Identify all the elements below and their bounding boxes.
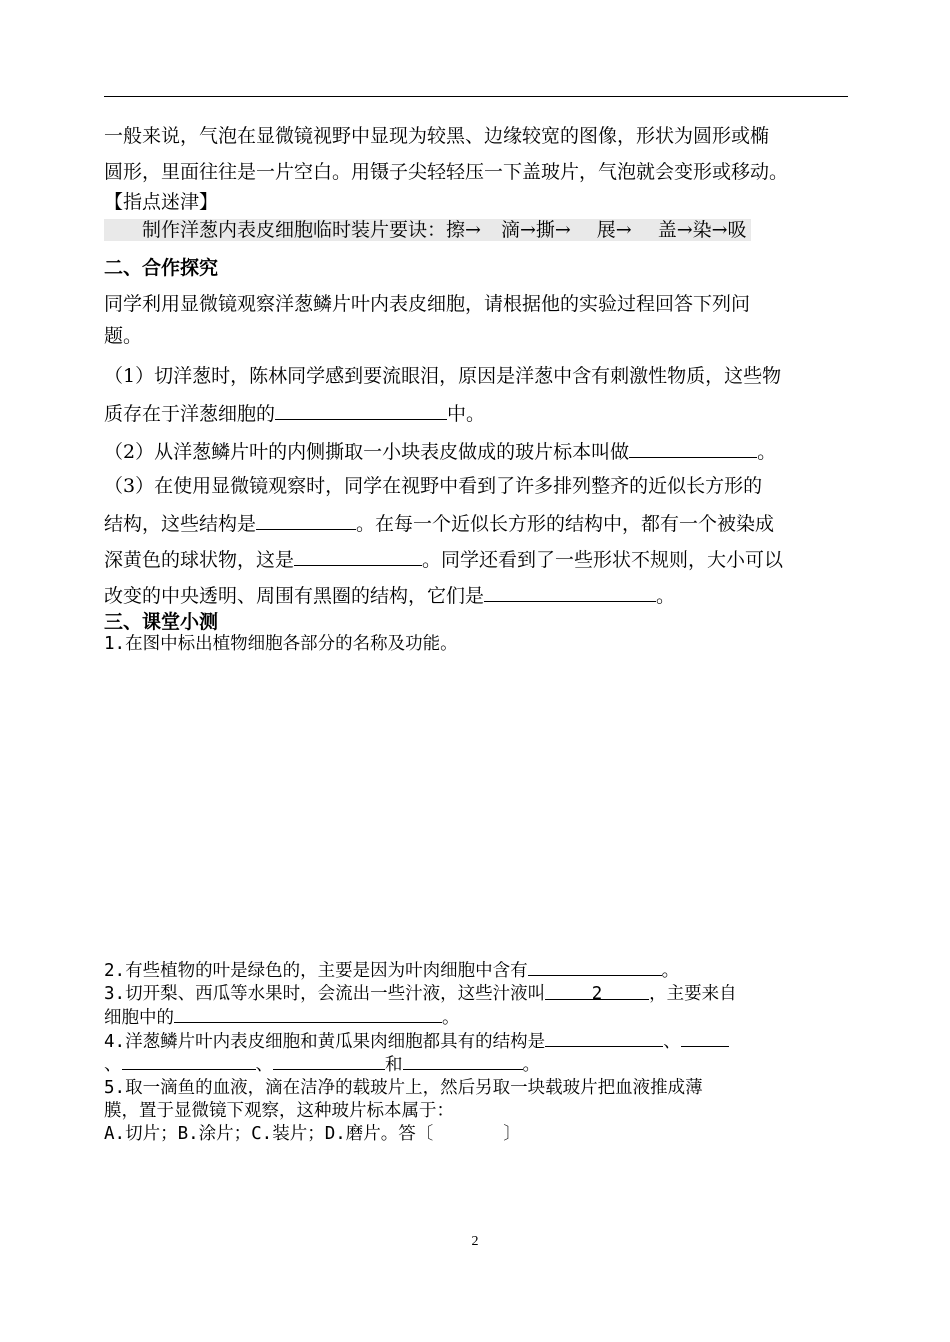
section2-intro-1: 同学利用显微镜观察洋葱鳞片叶内表皮细胞，请根据他的实验过程回答下列问 <box>104 293 751 315</box>
s3-q3-blank-location[interactable] <box>174 1005 442 1023</box>
s3-q4-end: 。 <box>522 1055 540 1075</box>
s3-q4-blank-4[interactable] <box>273 1052 385 1070</box>
page-number: 2 <box>471 1234 479 1249</box>
s3-q2 <box>104 958 679 983</box>
s3-q4-blank-2[interactable] <box>681 1029 729 1047</box>
s3-q5-line-b: 膜，置于显微镜下观察，这种玻片标本属于： <box>104 1101 454 1121</box>
s3-q3-b-text: 细胞中的 <box>104 1008 174 1028</box>
tips-heading: 【指点迷津】 <box>104 191 219 213</box>
s3-q4-b-start: 、 <box>104 1055 122 1075</box>
s3-q4-sep1: 、 <box>663 1032 681 1052</box>
q1-line-b <box>104 400 485 426</box>
s3-q4-blank-1[interactable] <box>545 1029 663 1047</box>
tips-step-1: 擦→ <box>446 219 481 241</box>
q3-line-d <box>104 582 675 608</box>
s3-q4-sep2: 、 <box>255 1055 273 1075</box>
intro-line-1: 一般来说，气泡在显微镜视野中显现为较黑、边缘较宽的图像，形状为圆形或椭 <box>104 125 770 147</box>
s3-q3-line-b <box>104 1005 460 1030</box>
s3-q3-blank-juice[interactable]: 2 <box>545 982 649 1000</box>
s3-q2-end: 。 <box>661 961 680 981</box>
q3-line-c <box>104 546 783 572</box>
s3-q4-text: 4.洋葱鳞片叶内表皮细胞和黄瓜果肉细胞都具有的结构是 <box>104 1032 546 1052</box>
q2-blank[interactable] <box>629 438 757 458</box>
q3-d-text: 改变的中央透明、周围有黑圈的结构，它们是 <box>104 585 485 607</box>
s3-q4-blank-5[interactable] <box>403 1052 523 1070</box>
q3-blank-bubble[interactable] <box>484 582 656 602</box>
q1-line-a: （1）切洋葱时，陈林同学感到要流眼泪，原因是洋葱中含有刺激性物质，这些物 <box>104 365 782 387</box>
tips-step-4: 盖→染→吸 <box>657 219 747 241</box>
q3-blank-structure[interactable] <box>256 510 356 530</box>
tips-step-3: 展→ <box>596 219 632 241</box>
q3-c-text: 深黄色的球状物，这是 <box>104 549 295 571</box>
section2-intro-2: 题。 <box>104 325 143 347</box>
tips-step-2: 滴→撕→ <box>500 219 571 241</box>
s3-q3-text: 3.切开梨、西瓜等水果时，会流出一些汁液，这些汁液叫 <box>104 984 546 1004</box>
intro-line-2: 圆形，里面往往是一片空白。用镊子尖轻轻压一下盖玻片，气泡就会变形或移动。 <box>104 161 789 183</box>
s3-q2-text: 2.有些植物的叶是绿色的，主要是因为叶肉细胞中含有 <box>104 961 528 981</box>
section2-heading: 二、合作探究 <box>104 257 219 279</box>
q1-end: 中。 <box>447 403 486 425</box>
s3-q5-text: A.切片；B.涂片；C.装片；D.磨片。答〔 <box>104 1124 434 1144</box>
s3-q5-line-a: 5.取一滴鱼的血液，滴在洁净的载玻片上，然后另取一块载玻片把血液推成薄 <box>104 1078 703 1098</box>
s3-q1: 1.在图中标出植物细胞各部分的名称及功能。 <box>104 634 458 654</box>
q1-text: 质存在于洋葱细胞的 <box>104 403 276 425</box>
q3-d-end: 。 <box>656 585 676 607</box>
s3-q3-b-end: 。 <box>442 1008 460 1028</box>
q1-blank[interactable] <box>275 400 447 420</box>
tips-line <box>104 218 751 242</box>
s3-q4-and: 和 <box>385 1055 403 1075</box>
q3-b-end: 。在每一个近似长方形的结构中，都有一个被染成 <box>356 513 775 535</box>
q2-end: 。 <box>757 441 777 463</box>
s3-q5-end: 〕 <box>503 1124 521 1144</box>
q2-line <box>104 438 776 464</box>
s3-q4-blank-3[interactable] <box>122 1052 256 1070</box>
s3-q2-blank[interactable] <box>528 958 662 976</box>
tips-prefix: 制作洋葱内表皮细胞临时装片要诀： <box>142 219 447 241</box>
s3-q5-line-c <box>104 1122 521 1146</box>
q3-line-b <box>104 510 774 536</box>
q3-c-end: 。同学还看到了一些形状不规则，大小可以 <box>422 549 784 571</box>
header-rule <box>104 96 848 97</box>
s3-q3-a-end: ，主要来自 <box>649 984 737 1004</box>
s3-q3-line-a <box>104 982 737 1006</box>
q2-text: （2）从洋葱鳞片叶的内侧撕取一小块表皮做成的玻片标本叫做 <box>104 441 630 463</box>
s3-q4-line-b <box>104 1052 540 1077</box>
q3-b-text: 结构，这些结构是 <box>104 513 257 535</box>
q3-line-a: （3）在使用显微镜观察时，同学在视野中看到了许多排列整齐的近似长方形的 <box>104 475 763 497</box>
section3-heading: 三、课堂小测 <box>104 611 219 633</box>
s3-q4-line-a <box>104 1029 729 1054</box>
q3-blank-sphere[interactable] <box>294 546 422 566</box>
tips-highlight <box>104 219 751 241</box>
